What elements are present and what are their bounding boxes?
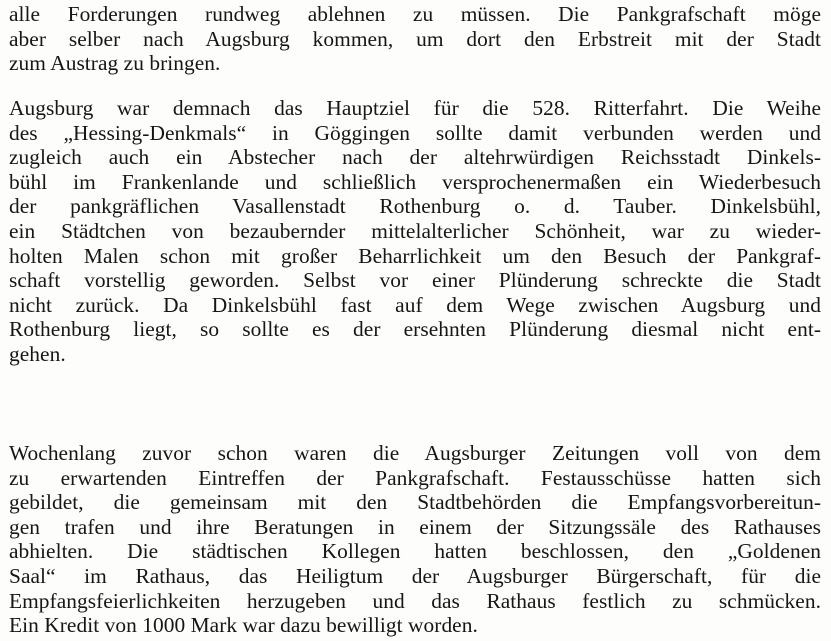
text-line: Empfangsfeierlichkeiten herzugeben und das Rathaus festlich zu schmücken.: [9, 588, 821, 613]
text-line: holten Malen schon mit großer Beharrlichkeit um den Besuch der Pankgraf-: [9, 243, 821, 268]
text-line: zu erwartenden Eintreffen der Pankgrafschaft. Festausschüsse hatten sich: [9, 465, 821, 490]
paragraph-3: [9, 441, 821, 638]
text-line: Saal“ im Rathaus, das Heiligtum der Augsburger Bürgerschaft, für die: [9, 563, 821, 588]
text-line: Rothenburg liegt, so sollte es der ersehnten Plünderung diesmal nicht ent-: [9, 317, 821, 342]
paragraph-1: [9, 2, 821, 76]
paragraph-2: [9, 96, 821, 367]
text-line: des „Hessing-Denkmals“ in Göggingen sollte damit verbunden werden und: [9, 120, 821, 145]
text-line: gen trafen und ihre Beratungen in einem der Sitzungssäle des Rathauses: [9, 514, 821, 539]
text-line: gebildet, die gemeinsam mit den Stadtbehörden die Empfangsvorbereitun-: [9, 490, 821, 515]
text-line: der pankgräflichen Vasallenstadt Rothenburg o. d. Tauber. Dinkelsbühl,: [9, 194, 821, 219]
text-line: zum Austrag zu bringen.: [9, 51, 221, 76]
text-line: bühl im Frankenlande und schließlich versprochenermaßen ein Wiederbesuch: [9, 169, 821, 194]
text-line: schaft vorstellig geworden. Selbst vor einer Plünderung schreckte die Stadt: [9, 268, 821, 293]
text-line: nicht zurück. Da Dinkelsbühl fast auf dem Wege zwischen Augsburg und: [9, 292, 821, 317]
text-line: Augsburg war demnach das Hauptziel für die 528. Ritterfahrt. Die Weihe: [9, 96, 821, 120]
text-line: Wochenlang zuvor schon waren die Augsburger Zeitungen voll von dem: [9, 441, 821, 465]
text-line: Ein Kredit von 1000 Mark war dazu bewilligt worden.: [9, 613, 478, 638]
text-line: alle Forderungen rundweg ablehnen zu müssen. Die Pankgrafschaft möge: [9, 2, 821, 26]
text-line: abhielten. Die städtischen Kollegen hatten beschlossen, den „Goldenen: [9, 539, 821, 564]
text-line: ein Städtchen von bezaubernder mittelalterlicher Schönheit, war zu wieder-: [9, 218, 821, 243]
text-line: aber selber nach Augsburg kommen, um dort den Erbstreit mit der Stadt: [9, 26, 821, 51]
text-line: gehen.: [9, 341, 66, 366]
text-line: zugleich auch ein Abstecher nach der altehrwürdigen Reichsstadt Dinkels-: [9, 145, 821, 170]
